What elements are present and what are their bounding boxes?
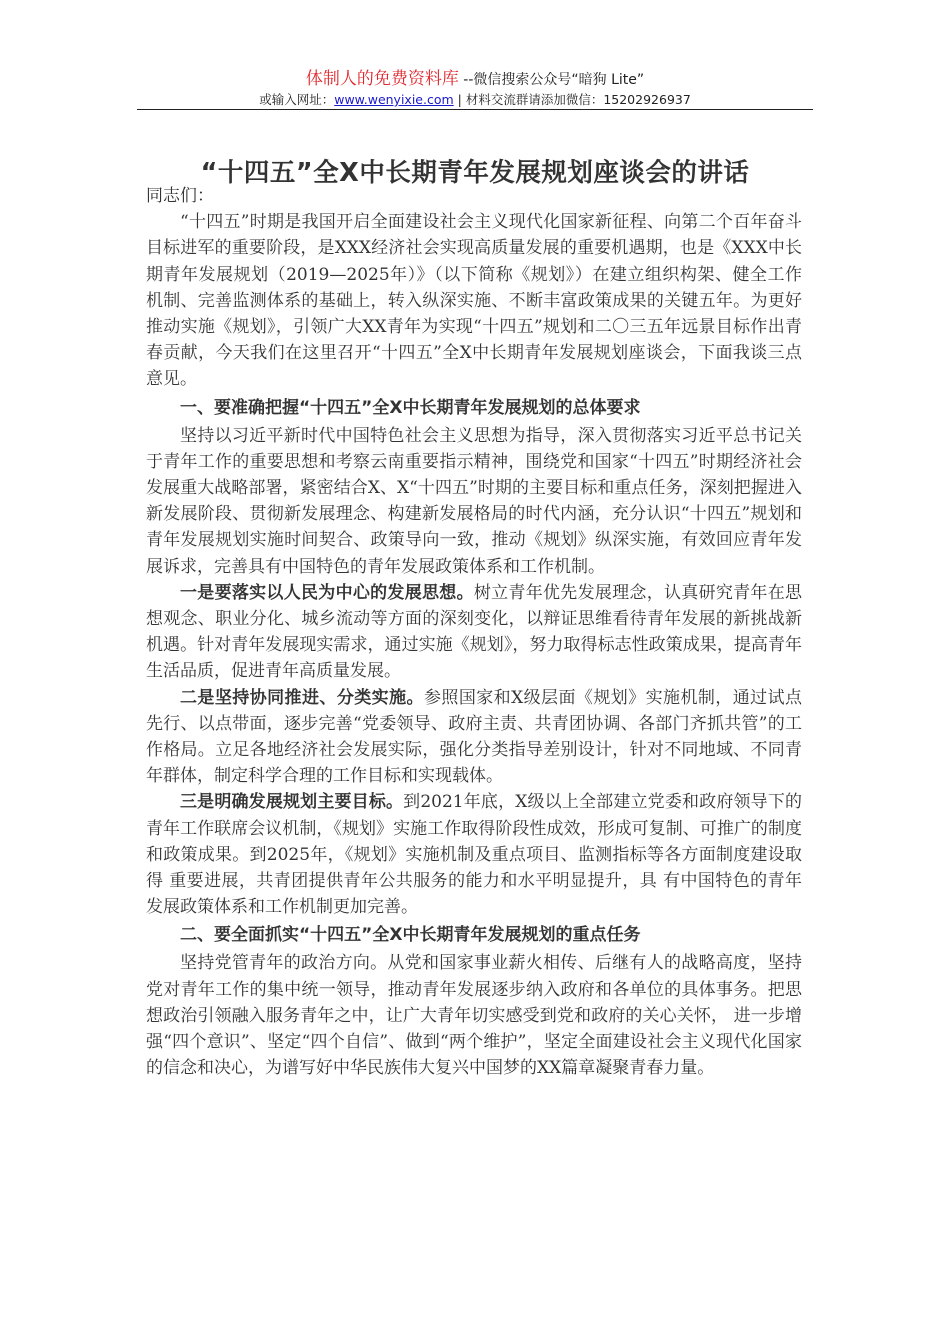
point-2-title: 二是坚持协同推进、分类实施。	[180, 687, 424, 708]
salutation: 同志们：	[146, 186, 214, 206]
section-1-point-3	[146, 789, 802, 920]
promo-url-prefix: 或输入网址：	[259, 92, 335, 107]
promo-url-link[interactable]: www.wenyixie.com	[334, 92, 454, 107]
promo-contact: | 材料交流群请添加微信：15202926937	[453, 92, 691, 107]
promo-tagline: --微信搜索公众号“暗狗 Lite”	[458, 72, 645, 88]
document-body	[146, 183, 802, 1082]
header-divider	[137, 109, 813, 110]
point-3-text: 到2021年底，X级以上全部建立党委和政府领导下的青年工作联席会议机制，《规划》实施工作取得阶段性成效，形成可复制、可推广的制度和政策成果。到2025年，《规划》实施机制及重点项目、监测指标等各方面制度建设取得 重要进展，共青团提供青年公共服务的能力和水平明显提升，具 有中国特色的青年发展政策体系和工作机制更加完善。	[146, 792, 802, 918]
section-heading-1: 一、要准确把握“十四五”全X中长期青年发展规划的总体要求	[180, 397, 641, 418]
document-title: “十四五”全X中长期青年发展规划座谈会的讲话	[200, 158, 750, 188]
point-1-title: 一是要落实以人民为中心的发展思想。	[180, 582, 474, 603]
section-2-lead: 坚持党管青年的政治方向。从党和国家事业薪火相传、后继有人的战略高度，坚持党对青年工作的集中统一领导，推动青年发展逐步纳入政府和各单位的具体事务。把思想政治引领融入服务青年之中，让广大青年切实感受到党和政府的关心关怀， 进一步增强“四个意识”、坚定“四个自信”、做到“两个维护”，坚定全面建设社会主义现代化国家的信念和决心，为谱写好中华民族伟大复兴中国梦的XX篇章凝聚青春力量。	[146, 953, 802, 1079]
section-heading-2: 二、要全面抓实“十四五”全X中长期青年发展规划的重点任务	[180, 925, 641, 946]
point-2-text: 参照国家和X级层面《规划》实施机制，通过试点先行、以点带面，逐步完善“党委领导、政府主责、共青团协调、各部门齐抓共管”的工作格局。立足各地经济社会发展实际，强化分类指导差别设计，针对不同地域、不同青年群体，制定科学合理的工作目标和实现载体。	[146, 687, 803, 787]
promo-header	[137, 70, 813, 109]
promo-brand: 体制人的免费资料库	[305, 69, 459, 89]
section-1-lead: 坚持以习近平新时代中国特色社会主义思想为指导，深入贯彻落实习近平总书记关于青年工作的重要思想和考察云南重要指示精神，围绕党和国家“十四五”时期经济社会发展重大战略部署，紧密结合X、X“十四五”时期的主要目标和重点任务，深刻把握进入新发展阶段、贯彻新发展理念、构建新发展格局的时代内涵，充分认识“十四五”规划和青年发展规划实施时间契合、政策导向一致，推动《规划》纵深实施，有效回应青年发展诉求，完善具有中国特色的青年发展政策体系和工作机制。	[146, 425, 802, 577]
promo-line-1	[137, 70, 813, 90]
section-1-point-1	[146, 580, 802, 685]
point-1-text: 树立青年优先发展理念，认真研究青年在思想观念、职业分化、城乡流动等方面的深刻变化，以辩证思维看待青年发展的新挑战新机遇。针对青年发展现实需求，通过实施《规划》，努力取得标志性政策成果，提高青年生活品质，促进青年高质量发展。	[146, 582, 803, 682]
promo-line-2	[137, 90, 813, 109]
intro-paragraph: “十四五”时期是我国开启全面建设社会主义现代化国家新征程、向第二个百年奋斗目标进军的重要阶段，是XXX经济社会实现高质量发展的重要机遇期，也是《XXX中长期青年发展规划（2019—2025年）》（以下简称《规划》）在建立组织构架、健全工作机制、完善监测体系的基础上，转入纵深实施、不断丰富政策成果的关键五年。为更好推动实施《规划》，引领广大XX青年为实现“十四五”规划和二〇三五年远景目标作出青春贡献，今天我们在这里召开“十四五”全X中长期青年发展规划座谈会，下面我谈三点意见。	[146, 212, 802, 390]
point-3-title: 三是明确发展规划主要目标。	[180, 792, 404, 813]
section-1-point-2	[146, 685, 802, 790]
